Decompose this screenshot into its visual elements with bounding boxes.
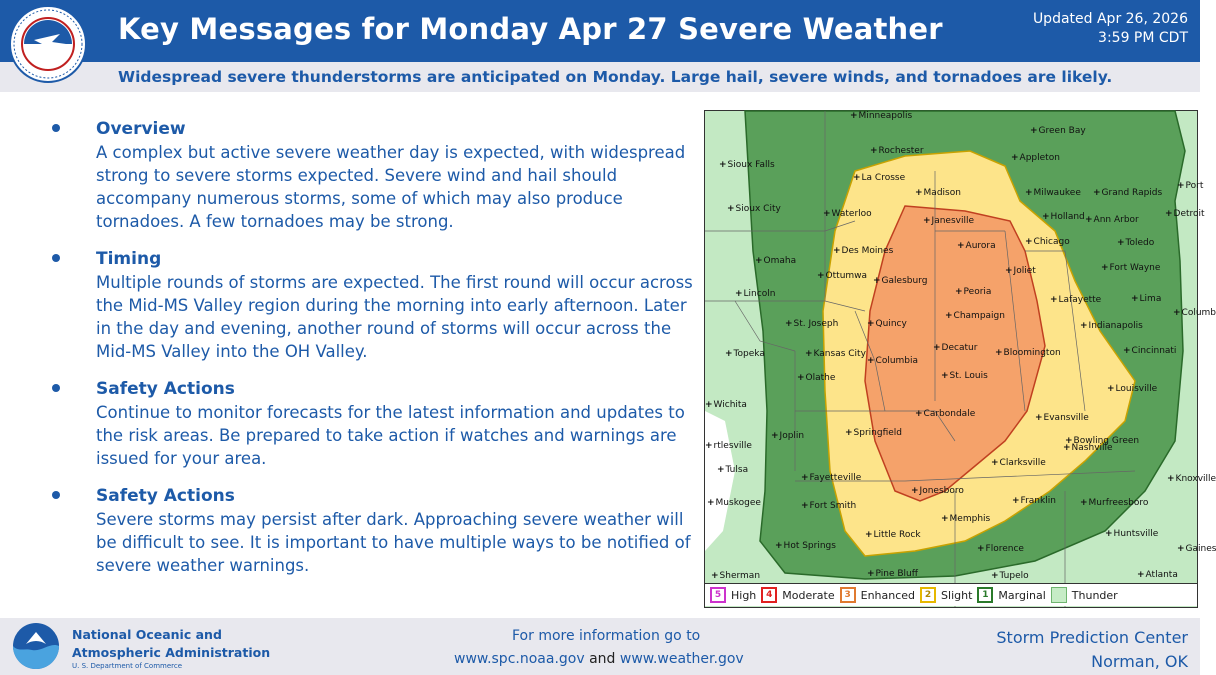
more-info-text: For more information go to	[512, 628, 701, 644]
legend-item-high	[710, 587, 756, 603]
city-label: + Knoxville	[1167, 474, 1216, 484]
city-label: + Lincoln	[735, 289, 775, 299]
legend-item-slight	[920, 587, 972, 603]
key-message-heading: Safety Actions	[96, 486, 235, 506]
legend-swatch: 4	[761, 587, 777, 603]
footer-links	[454, 651, 744, 667]
key-message-item	[46, 248, 706, 363]
updated-date: Updated Apr 26, 2026	[1032, 11, 1188, 27]
city-label: + Sioux City	[727, 204, 781, 214]
city-label: + Little Rock	[865, 530, 921, 540]
legend-label: Slight	[941, 588, 973, 602]
city-label: + Springfield	[845, 428, 902, 438]
city-label: + Toledo	[1117, 238, 1154, 248]
legend-label: Enhanced	[860, 588, 916, 602]
city-label: + Tupelo	[991, 571, 1029, 581]
legend-label: Marginal	[998, 588, 1046, 602]
city-label: + Peoria	[955, 287, 991, 297]
key-message-heading: Overview	[96, 119, 186, 139]
city-label: + Evansville	[1035, 413, 1089, 423]
bullet-icon	[52, 254, 60, 262]
city-label: + Port	[1177, 181, 1203, 191]
key-message-item	[46, 485, 706, 577]
city-label: + Columbia	[867, 356, 918, 366]
legend-swatch: 2	[920, 587, 936, 603]
city-label: + Sioux Falls	[719, 160, 775, 170]
city-label: + Detroit	[1165, 209, 1205, 219]
bullet-icon	[52, 491, 60, 499]
key-message-body: A complex but active severe weather day is expected, with widespread strong to severe storms expected. Severe wind and hail should accompany numerous storms, some of which may also produce tornadoes. A few tornadoes may be strong.	[96, 143, 686, 231]
city-label: + Quincy	[867, 319, 907, 329]
city-label: + Cincinnati	[1123, 346, 1176, 356]
bullet-icon	[52, 124, 60, 132]
legend-swatch: 5	[710, 587, 726, 603]
city-label: + Nashville	[1063, 443, 1113, 453]
city-label: + Columb	[1173, 308, 1216, 318]
city-label: + Rochester	[870, 146, 924, 156]
city-label: + Fort Wayne	[1101, 263, 1160, 273]
city-label: + Grand Rapids	[1093, 188, 1162, 198]
city-label: + Indianapolis	[1080, 321, 1143, 331]
key-messages-list	[46, 118, 706, 592]
city-label: + Murfreesboro	[1080, 498, 1148, 508]
city-label: + Galesburg	[873, 276, 927, 286]
spc-name: Storm Prediction Center	[996, 628, 1188, 647]
city-label: + Olathe	[797, 373, 835, 383]
city-label: + Joplin	[771, 431, 804, 441]
city-label: + Waterloo	[823, 209, 872, 219]
city-label: + Ottumwa	[817, 271, 867, 281]
city-label: + Sherman	[711, 571, 760, 581]
city-label: + Memphis	[941, 514, 990, 524]
city-label: + Pine Bluff	[867, 569, 918, 579]
city-label: + Huntsville	[1105, 529, 1158, 539]
city-label: + Clarksville	[991, 458, 1046, 468]
city-label: + Minneapolis	[850, 111, 912, 121]
city-label: + Champaign	[945, 311, 1005, 321]
weather-gov-link[interactable]: www.weather.gov	[619, 651, 744, 667]
key-message-heading: Safety Actions	[96, 379, 235, 399]
key-message-body: Severe storms may persist after dark. Approaching severe weather will be difficult to see. It is important to have multiple ways to be notified of severe weather warnings.	[96, 510, 691, 575]
legend-label: High	[731, 588, 757, 602]
key-message-item	[46, 378, 706, 470]
spc-credit	[996, 626, 1188, 674]
risk-legend	[705, 583, 1197, 606]
updated-time: 3:59 PM CDT	[1098, 30, 1188, 46]
key-message-heading: Timing	[96, 249, 162, 269]
spc-location: Norman, OK	[1091, 652, 1188, 671]
city-label: + Janesville	[923, 216, 974, 226]
city-label: + Franklin	[1012, 496, 1056, 506]
city-label: + Wichita	[705, 400, 747, 410]
city-label: + rtlesville	[705, 441, 752, 451]
city-label: + Jonesboro	[911, 486, 964, 496]
city-label: + Chicago	[1025, 237, 1070, 247]
city-label: + Bloomington	[995, 348, 1061, 358]
noaa-logo	[12, 622, 60, 670]
noaa-org-line1: National Oceanic and	[72, 627, 222, 642]
city-label: + Green Bay	[1030, 126, 1086, 136]
nws-logo	[8, 4, 88, 84]
city-label: + St. Louis	[941, 371, 988, 381]
city-label: + Fort Smith	[801, 501, 856, 511]
city-label: + Kansas City	[805, 349, 866, 359]
noaa-org-line2: Atmospheric Administration	[72, 645, 271, 660]
links-separator: and	[584, 651, 620, 667]
city-label: + Tulsa	[717, 465, 748, 475]
key-message-body: Multiple rounds of storms are expected. The first round will occur across the Mid-MS Valley region during the morning into early afternoon. Later in the day and evening, another round of storms will occur across the Mid-MS Valley into the OH Valley.	[96, 273, 693, 361]
spc-link[interactable]: www.spc.noaa.gov	[454, 651, 585, 667]
city-label: + St. Joseph	[785, 319, 838, 329]
city-label: + La Crosse	[853, 173, 905, 183]
city-label: + Bowling Green	[1065, 436, 1139, 446]
city-label: + Omaha	[755, 256, 796, 266]
city-label: + Appleton	[1011, 153, 1060, 163]
city-label: + Decatur	[933, 343, 977, 353]
city-label: + Lima	[1131, 294, 1161, 304]
legend-swatch: 3	[840, 587, 856, 603]
city-label: + Milwaukee	[1025, 188, 1081, 198]
bullet-icon	[52, 384, 60, 392]
legend-item-enhanced	[840, 587, 915, 603]
city-label: + Joliet	[1005, 266, 1036, 276]
city-label: + Aurora	[957, 241, 996, 251]
noaa-org-name	[72, 626, 270, 662]
city-label: + Lafayette	[1050, 295, 1101, 305]
legend-item-marginal	[977, 587, 1045, 603]
legend-item-thunder	[1051, 587, 1118, 603]
noaa-department: U. S. Department of Commerce	[72, 662, 183, 670]
legend-swatch: 1	[977, 587, 993, 603]
subtitle: Widespread severe thunderstorms are anticipated on Monday. Large hail, severe winds, and tornadoes are likely.	[118, 68, 1113, 86]
legend-label: Thunder	[1071, 588, 1118, 602]
updated-timestamp	[1033, 10, 1188, 48]
city-label: + Holland	[1042, 212, 1085, 222]
legend-swatch	[1051, 587, 1067, 603]
city-label: + Topeka	[725, 349, 765, 359]
city-label: + Hot Springs	[775, 541, 836, 551]
city-label: + Fayetteville	[801, 473, 861, 483]
city-label: + Atlanta	[1137, 570, 1178, 580]
legend-label: Moderate	[782, 588, 835, 602]
key-message-body: Continue to monitor forecasts for the latest information and updates to the risk areas. Be prepared to take action if watches and warnings are issued for your area.	[96, 403, 685, 468]
city-label: + Madison	[915, 188, 961, 198]
key-message-item	[46, 118, 706, 233]
city-label: + Carbondale	[915, 409, 975, 419]
page-title: Key Messages for Monday Apr 27 Severe Weather	[118, 12, 943, 46]
legend-item-moderate	[761, 587, 834, 603]
city-label: + Des Moines	[833, 246, 893, 256]
city-label: + Ann Arbor	[1085, 215, 1139, 225]
city-label: + Muskogee	[707, 498, 761, 508]
risk-outlook-map	[704, 110, 1216, 608]
city-label: + Gaines	[1177, 544, 1216, 554]
city-label: + Louisville	[1107, 384, 1157, 394]
city-label: + Florence	[977, 544, 1024, 554]
